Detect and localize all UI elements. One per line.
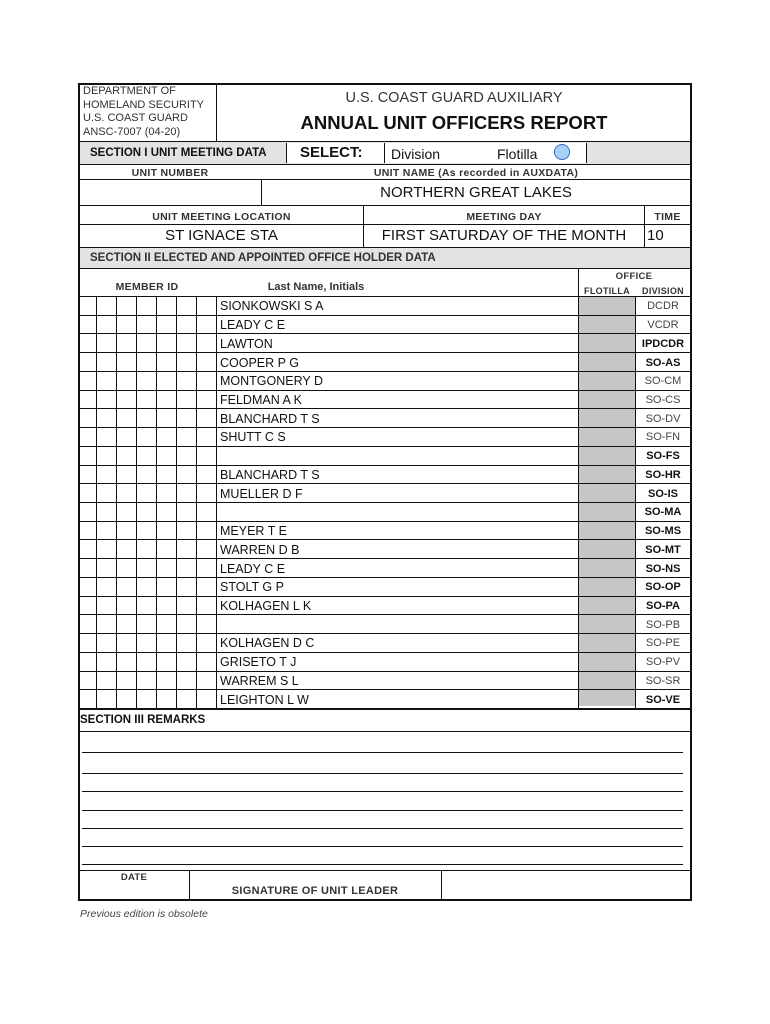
divider (78, 708, 692, 710)
office-code: SO-MT (645, 543, 681, 556)
office-code: SO-NS (645, 562, 681, 575)
office-code: SO-IS (648, 487, 678, 500)
member-id-digit-field[interactable] (117, 540, 135, 557)
office-code: SO-SR (645, 674, 681, 687)
flotilla-office-field[interactable] (580, 428, 634, 445)
member-id-digit-field[interactable] (137, 316, 155, 333)
form-number: ANSC-7007 (04-20) (83, 125, 181, 138)
officer-name-field[interactable]: WARREN D B (220, 542, 300, 557)
office-code: SO-MA (644, 506, 682, 519)
member-id-digit-field[interactable] (197, 559, 215, 576)
member-id-digit-field[interactable] (137, 353, 155, 370)
member-id-digit-field[interactable] (197, 634, 215, 651)
member-id-digit-field[interactable] (177, 447, 195, 464)
member-id-digit-field[interactable] (197, 353, 215, 370)
remark-line[interactable] (82, 773, 683, 774)
flotilla-office-field[interactable] (580, 409, 634, 426)
member-id-digit-field[interactable] (137, 503, 155, 520)
division-header: DIVISION (642, 286, 684, 296)
member-id-digit-field[interactable] (157, 653, 175, 670)
unit-number-field[interactable] (80, 181, 260, 203)
member-id-digit-field[interactable] (79, 447, 95, 464)
member-id-digit-field[interactable] (157, 615, 175, 632)
office-code: SO-HR (645, 468, 681, 481)
officer-name-field[interactable] (220, 503, 576, 521)
flotilla-office-field[interactable] (580, 353, 634, 370)
member-id-digit-field[interactable] (97, 428, 115, 445)
date-field[interactable] (80, 884, 188, 900)
member-id-digit-field[interactable] (177, 316, 195, 333)
member-id-digit-field[interactable] (197, 578, 215, 595)
member-id-digit-field[interactable] (177, 334, 195, 351)
officer-name-field[interactable] (220, 447, 576, 465)
member-id-digit-field[interactable] (79, 672, 95, 689)
flotilla-office-field[interactable] (580, 391, 634, 408)
member-id-digit-field[interactable] (137, 428, 155, 445)
member-id-digit-field[interactable] (197, 316, 215, 333)
member-id-digit-field[interactable] (79, 391, 95, 408)
member-id-digit-field[interactable] (117, 634, 135, 651)
signature-field[interactable] (442, 871, 690, 900)
member-id-digit-field[interactable] (79, 634, 95, 651)
office-code: IPDCDR (641, 337, 685, 350)
officer-name-field[interactable]: STOLT G P (220, 580, 284, 595)
member-id-digit-field[interactable] (137, 559, 155, 576)
divider (78, 268, 692, 269)
office-code: SO-PA (645, 600, 681, 612)
member-id-digit-field[interactable] (97, 540, 115, 557)
office-code: SO-DV (645, 412, 681, 425)
member-id-digit-field[interactable] (177, 353, 195, 370)
member-id-digit-field[interactable] (97, 447, 115, 464)
section2-heading: SECTION II ELECTED AND APPOINTED OFFICE HOLDER DATA (90, 252, 436, 264)
flotilla-office-field[interactable] (580, 316, 634, 333)
member-id-digit-field[interactable] (137, 334, 155, 351)
member-id-digit-field[interactable] (197, 466, 215, 483)
officer-name-field[interactable]: LEADY C E (220, 318, 286, 333)
member-id-digit-field[interactable] (79, 540, 95, 557)
officer-name-field[interactable] (220, 616, 576, 634)
officer-name-field[interactable]: FELDMAN A K (220, 393, 302, 407)
member-id-digit-field[interactable] (177, 297, 195, 314)
member-id-digit-field[interactable] (79, 316, 95, 333)
officer-name-field[interactable]: LAWTON (220, 336, 273, 351)
member-id-digit-field[interactable] (137, 522, 155, 539)
member-id-digit-field[interactable] (117, 372, 135, 389)
member-id-digit-field[interactable] (177, 634, 195, 651)
flotilla-office-field[interactable] (580, 690, 634, 707)
flotilla-radio-icon[interactable] (554, 144, 570, 160)
member-id-digit-field[interactable] (97, 615, 115, 632)
member-id-digit-field[interactable] (157, 297, 175, 314)
member-id-digit-field[interactable] (157, 372, 175, 389)
member-id-digit-field[interactable] (79, 353, 95, 370)
date-label: DATE (120, 872, 148, 883)
section1-heading: SECTION I UNIT MEETING DATA (90, 147, 267, 159)
officer-name-field[interactable]: MONTGONERY D (220, 374, 324, 389)
remark-line[interactable] (82, 752, 683, 753)
member-id-digit-field[interactable] (177, 409, 195, 426)
divider (78, 205, 692, 206)
member-id-digit-field[interactable] (117, 672, 135, 689)
member-id-digit-field[interactable] (177, 540, 195, 557)
name-header: Last Name, Initials (267, 281, 365, 293)
member-id-digit-field[interactable] (117, 391, 135, 408)
member-id-digit-field[interactable] (197, 428, 215, 445)
member-id-digit-field[interactable] (197, 297, 215, 314)
flotilla-office-field[interactable] (580, 484, 634, 501)
member-id-digit-field[interactable] (137, 372, 155, 389)
member-id-digit-field[interactable] (177, 428, 195, 445)
officer-name-field[interactable]: GRISETO T J (220, 655, 297, 670)
member-id-digit-field[interactable] (137, 634, 155, 651)
signature-label: SIGNATURE OF UNIT LEADER (231, 885, 399, 897)
member-id-digit-field[interactable] (79, 653, 95, 670)
officer-name-field[interactable]: SHUTT C S (220, 430, 286, 445)
member-id-digit-field[interactable] (97, 503, 115, 520)
member-id-digit-field[interactable] (117, 466, 135, 483)
member-id-digit-field[interactable] (197, 391, 215, 408)
member-id-digit-field[interactable] (97, 466, 115, 483)
flotilla-header: FLOTILLA (584, 286, 630, 296)
officer-name-field[interactable]: MEYER T E (220, 524, 287, 539)
member-id-digit-field[interactable] (137, 615, 155, 632)
member-id-digit-field[interactable] (97, 578, 115, 595)
remark-line[interactable] (82, 828, 683, 829)
office-code: SO-PE (645, 637, 681, 650)
unit-name-label: UNIT NAME (As recorded in AUXDATA) (373, 167, 579, 179)
member-id-digit-field[interactable] (117, 559, 135, 576)
member-id-digit-field[interactable] (197, 334, 215, 351)
member-id-digit-field[interactable] (157, 391, 175, 408)
member-id-digit-field[interactable] (137, 409, 155, 426)
member-id-digit-field[interactable] (79, 428, 95, 445)
divider (78, 224, 692, 225)
flotilla-office-field[interactable] (580, 672, 634, 689)
section3-heading: SECTION III REMARKS (80, 714, 206, 726)
member-id-digit-field[interactable] (157, 447, 175, 464)
member-id-digit-field[interactable] (137, 297, 155, 314)
officer-name-field[interactable]: MUELLER D F (220, 486, 303, 501)
member-id-digit-field[interactable] (157, 540, 175, 557)
meeting-day-field[interactable]: FIRST SATURDAY OF THE MONTH (381, 227, 627, 244)
divider (644, 205, 645, 247)
flotilla-office-field[interactable] (580, 334, 634, 351)
flotilla-office-field[interactable] (580, 372, 634, 389)
member-id-digit-field[interactable] (177, 372, 195, 389)
member-id-digit-field[interactable] (117, 409, 135, 426)
member-id-digit-field[interactable] (137, 540, 155, 557)
officer-name-field[interactable]: KOLHAGEN L K (220, 599, 312, 613)
member-id-digit-field[interactable] (137, 653, 155, 670)
member-id-digit-field[interactable] (79, 484, 95, 501)
member-id-digit-field[interactable] (157, 428, 175, 445)
flotilla-office-field[interactable] (580, 503, 634, 520)
office-code: SO-PV (645, 656, 681, 669)
member-id-digit-field[interactable] (197, 447, 215, 464)
member-id-digit-field[interactable] (197, 372, 215, 389)
officer-name-field[interactable]: WARREM S L (220, 673, 299, 688)
office-header: OFFICE (615, 271, 653, 282)
member-id-digit-field[interactable] (79, 578, 95, 595)
member-id-digit-field[interactable] (117, 690, 135, 707)
member-id-digit-field[interactable] (79, 690, 95, 707)
officer-name-field[interactable]: BLANCHARD T S (220, 411, 320, 426)
member-id-digit-field[interactable] (157, 409, 175, 426)
member-id-digit-field[interactable] (79, 466, 95, 483)
member-id-digit-field[interactable] (157, 466, 175, 483)
member-id-digit-field[interactable] (97, 409, 115, 426)
member-id-digit-field[interactable] (117, 447, 135, 464)
meeting-day-label: MEETING DAY (466, 211, 542, 223)
form-title: ANNUAL UNIT OFFICERS REPORT (300, 112, 608, 133)
member-id-digit-field[interactable] (137, 447, 155, 464)
office-code: DCDR (647, 300, 679, 313)
member-id-digit-field[interactable] (177, 597, 195, 614)
division-option-label: Division (391, 146, 441, 162)
flotilla-office-field[interactable] (580, 597, 634, 614)
member-id-digit-field[interactable] (97, 672, 115, 689)
member-id-digit-field[interactable] (197, 615, 215, 632)
member-id-digit-field[interactable] (97, 372, 115, 389)
member-id-digit-field[interactable] (117, 522, 135, 539)
member-id-digit-field[interactable] (157, 503, 175, 520)
officer-name-field[interactable]: KOLHAGEN D C (220, 636, 315, 651)
remark-line[interactable] (82, 846, 683, 847)
member-id-digit-field[interactable] (79, 409, 95, 426)
office-code: SO-CM (644, 375, 682, 388)
member-id-digit-field[interactable] (157, 316, 175, 333)
member-id-digit-field[interactable] (97, 353, 115, 370)
member-id-digit-field[interactable] (177, 690, 195, 707)
officer-name-field[interactable]: BLANCHARD T S (220, 467, 320, 482)
member-id-digit-field[interactable] (157, 522, 175, 539)
officer-name-field[interactable]: COOPER P G (220, 355, 299, 370)
member-id-digit-field[interactable] (97, 391, 115, 408)
member-id-digit-field[interactable] (117, 503, 135, 520)
member-id-digit-field[interactable] (137, 672, 155, 689)
department-block (83, 85, 204, 139)
member-id-digit-field[interactable] (157, 578, 175, 595)
member-id-digit-field[interactable] (79, 615, 95, 632)
member-id-digit-field[interactable] (197, 653, 215, 670)
flotilla-office-field[interactable] (580, 447, 634, 464)
office-code: SO-PB (645, 618, 681, 631)
divider (78, 731, 692, 732)
member-id-digit-field[interactable] (117, 615, 135, 632)
divider (78, 164, 692, 165)
office-code: VCDR (647, 319, 679, 332)
member-id-digit-field[interactable] (177, 466, 195, 483)
member-id-digit-field[interactable] (79, 372, 95, 389)
flotilla-office-field[interactable] (580, 653, 634, 670)
flotilla-office-field[interactable] (580, 522, 634, 539)
flotilla-office-field[interactable] (580, 634, 634, 651)
office-code: SO-CS (645, 394, 681, 406)
location-label: UNIT MEETING LOCATION (152, 211, 291, 223)
member-id-digit-field[interactable] (97, 522, 115, 539)
member-id-digit-field[interactable] (177, 522, 195, 539)
member-id-digit-field[interactable] (157, 690, 175, 707)
member-id-digit-field[interactable] (97, 690, 115, 707)
dept-line: U.S. COAST GUARD (83, 112, 188, 124)
flotilla-office-field[interactable] (580, 297, 634, 314)
select-label: SELECT: (300, 144, 363, 161)
member-id-digit-field[interactable] (117, 484, 135, 501)
member-id-digit-field[interactable] (79, 334, 95, 351)
officer-name-field[interactable]: LEIGHTON L W (220, 692, 309, 707)
flotilla-office-field[interactable] (580, 578, 634, 595)
footer-note: Previous edition is obsolete (80, 908, 208, 920)
member-id-digit-field[interactable] (79, 559, 95, 576)
dept-line: HOMELAND SECURITY (83, 98, 205, 111)
member-id-digit-field[interactable] (79, 522, 95, 539)
member-id-digit-field[interactable] (177, 653, 195, 670)
member-id-digit-field[interactable] (157, 672, 175, 689)
member-id-digit-field[interactable] (117, 334, 135, 351)
office-code: SO-VE (645, 693, 681, 706)
member-id-digit-field[interactable] (137, 484, 155, 501)
member-id-digit-field[interactable] (177, 672, 195, 689)
member-id-digit-field[interactable] (117, 428, 135, 445)
location-field[interactable]: ST IGNACE STA (165, 227, 278, 244)
time-label: TIME (654, 211, 681, 223)
member-id-digit-field[interactable] (197, 597, 215, 614)
member-id-digit-field[interactable] (137, 690, 155, 707)
member-id-digit-field[interactable] (117, 316, 135, 333)
member-id-digit-field[interactable] (157, 484, 175, 501)
member-id-digit-field[interactable] (137, 391, 155, 408)
flotilla-office-field[interactable] (580, 540, 634, 557)
flotilla-office-field[interactable] (580, 559, 634, 576)
flotilla-office-field[interactable] (580, 466, 634, 483)
member-id-digit-field[interactable] (117, 297, 135, 314)
member-id-digit-field[interactable] (177, 391, 195, 408)
remark-line[interactable] (82, 791, 683, 792)
member-id-digit-field[interactable] (157, 353, 175, 370)
officer-name-field[interactable]: SIONKOWSKI S A (220, 299, 324, 314)
member-id-digit-field[interactable] (97, 559, 115, 576)
member-id-digit-field[interactable] (197, 690, 215, 707)
office-code: SO-MS (644, 525, 682, 538)
member-id-digit-field[interactable] (137, 466, 155, 483)
member-id-digit-field[interactable] (157, 597, 175, 614)
member-id-digit-field[interactable] (157, 559, 175, 576)
office-code: SO-AS (645, 356, 681, 369)
member-id-digit-field[interactable] (157, 634, 175, 651)
member-id-digit-field[interactable] (197, 540, 215, 557)
member-id-digit-field[interactable] (137, 578, 155, 595)
office-code: SO-OP (645, 581, 681, 594)
member-id-digit-field[interactable] (79, 503, 95, 520)
member-id-digit-field[interactable] (117, 353, 135, 370)
member-id-digit-field[interactable] (137, 597, 155, 614)
member-id-digit-field[interactable] (97, 316, 115, 333)
office-code: SO-FN (645, 431, 681, 444)
remark-line[interactable] (82, 864, 683, 865)
member-id-digit-field[interactable] (157, 334, 175, 351)
member-id-digit-field[interactable] (177, 559, 195, 576)
member-id-digit-field[interactable] (177, 503, 195, 520)
flotilla-option-label: Flotilla (497, 146, 538, 162)
member-id-digit-field[interactable] (97, 334, 115, 351)
member-id-header: MEMBER ID (115, 281, 179, 293)
officer-name-field[interactable]: LEADY C E (220, 561, 286, 576)
member-id-digit-field[interactable] (177, 578, 195, 595)
member-id-digit-field[interactable] (197, 522, 215, 539)
unit-number-label: UNIT NUMBER (131, 167, 209, 179)
member-id-digit-field[interactable] (117, 597, 135, 614)
divider (78, 179, 692, 180)
member-id-digit-field[interactable] (197, 484, 215, 501)
time-field[interactable]: 10 (647, 227, 664, 244)
unit-name-field[interactable]: NORTHERN GREAT LAKES (380, 184, 572, 201)
member-id-digit-field[interactable] (97, 653, 115, 670)
member-id-digit-field[interactable] (97, 597, 115, 614)
member-id-digit-field[interactable] (197, 672, 215, 689)
member-id-digit-field[interactable] (117, 578, 135, 595)
member-id-digit-field[interactable] (177, 484, 195, 501)
member-id-digit-field[interactable] (97, 634, 115, 651)
dept-line: DEPARTMENT OF (83, 85, 176, 97)
member-id-digit-field[interactable] (177, 615, 195, 632)
member-id-digit-field[interactable] (197, 503, 215, 520)
member-id-digit-field[interactable] (97, 297, 115, 314)
office-code: SO-FS (646, 450, 680, 463)
member-id-digit-field[interactable] (97, 484, 115, 501)
remark-line[interactable] (82, 810, 683, 811)
member-id-digit-field[interactable] (197, 409, 215, 426)
member-id-digit-field[interactable] (79, 597, 95, 614)
member-id-digit-field[interactable] (79, 297, 95, 314)
flotilla-office-field[interactable] (580, 615, 634, 632)
org-name: U.S. COAST GUARD AUXILIARY (345, 90, 563, 106)
member-id-digit-field[interactable] (117, 653, 135, 670)
